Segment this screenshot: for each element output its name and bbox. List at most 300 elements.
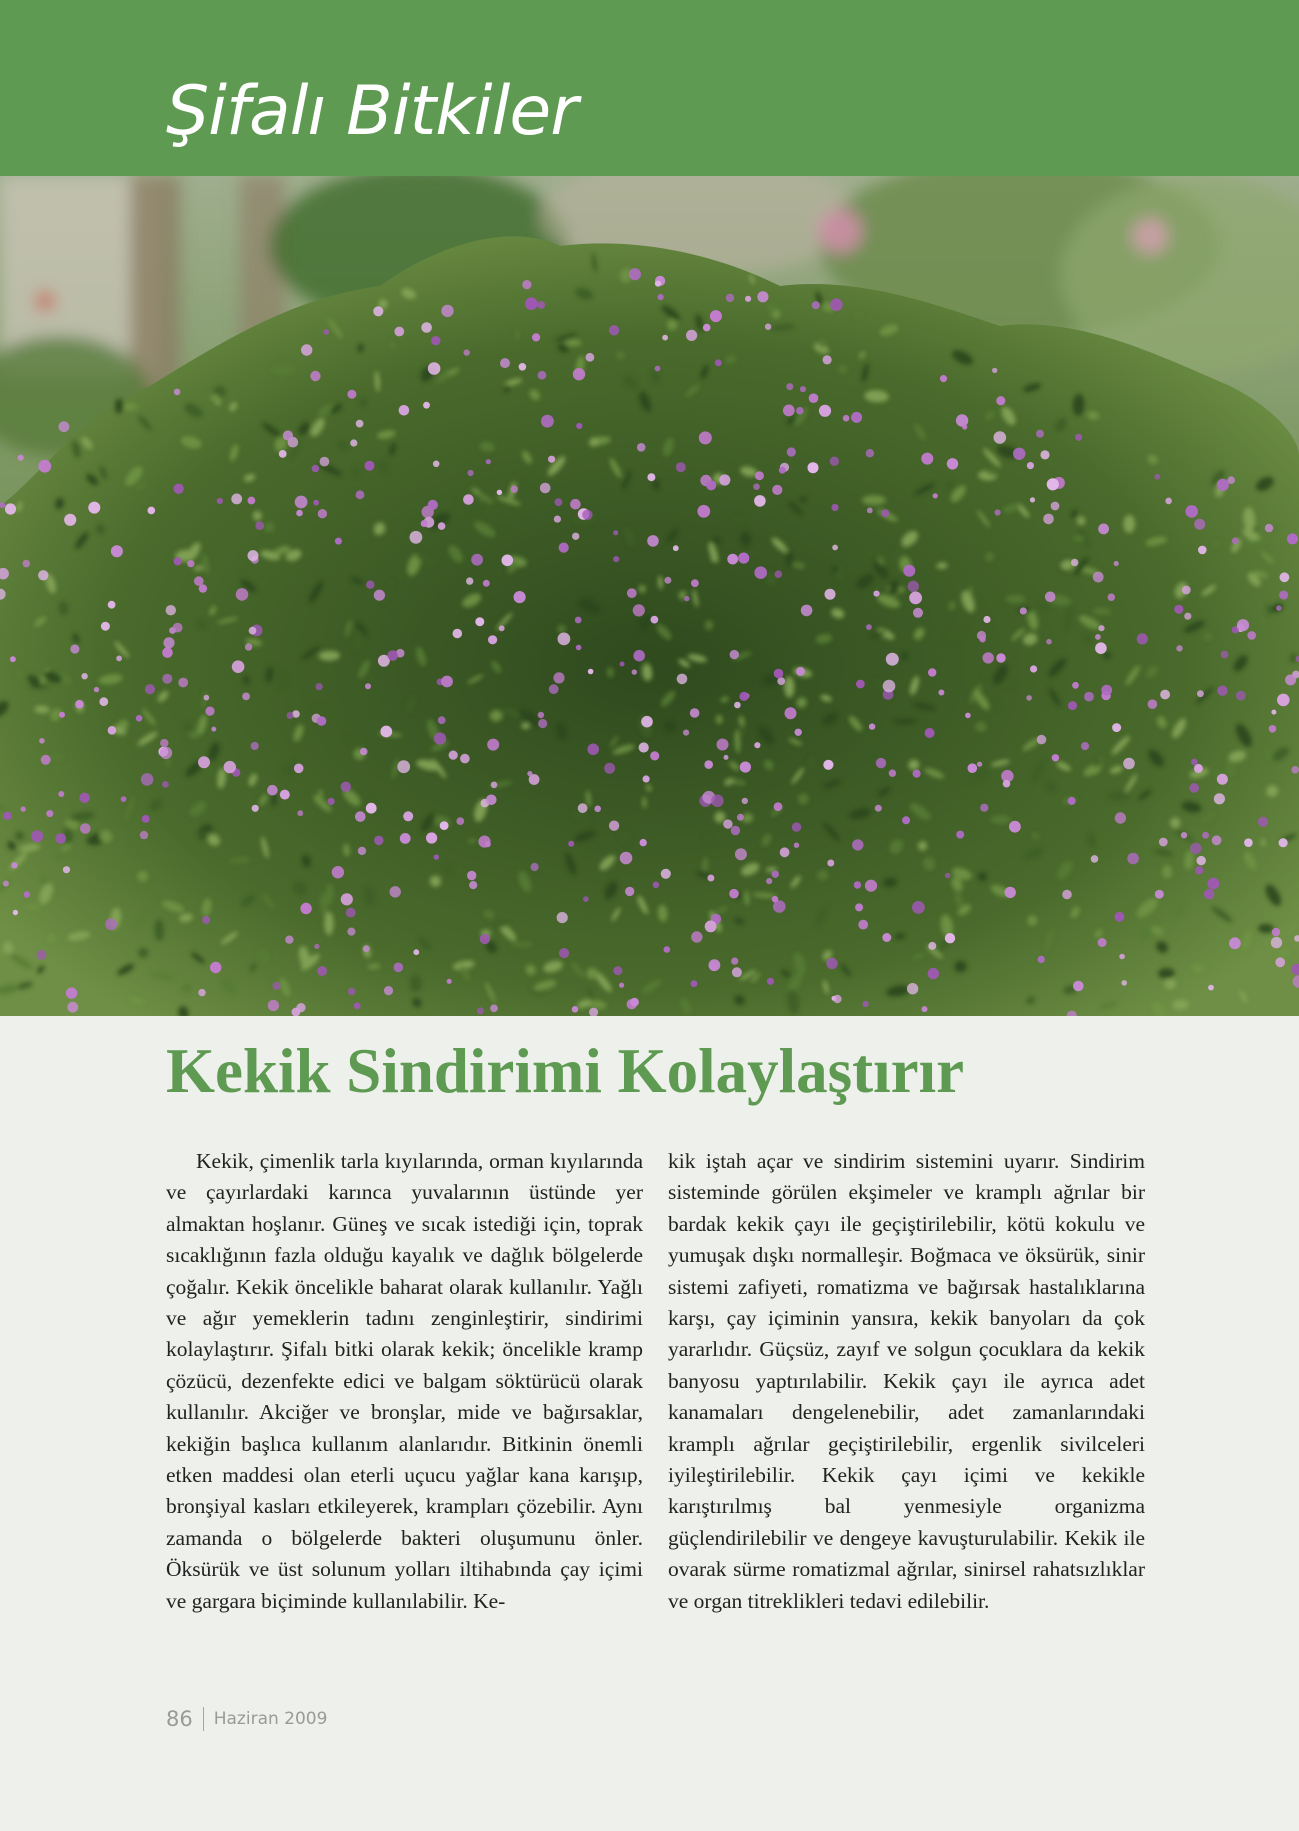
flower-texture (604, 763, 615, 774)
flower-texture (37, 950, 47, 960)
flower-texture (873, 591, 879, 597)
flower-texture (719, 474, 730, 485)
flower-texture (500, 358, 510, 368)
flower-texture (438, 716, 446, 724)
flower-texture (21, 806, 26, 811)
flower-texture (1068, 797, 1076, 805)
flower-texture (456, 817, 464, 825)
flower-texture (980, 804, 988, 812)
flower-texture (348, 988, 356, 996)
flower-texture (59, 712, 65, 718)
flower-texture (491, 782, 498, 789)
flower-texture (210, 962, 221, 973)
flower-texture (1285, 674, 1296, 685)
flower-texture (295, 496, 308, 509)
flower-texture (865, 880, 877, 892)
flower-texture (902, 816, 910, 824)
flower-texture (582, 510, 592, 520)
flower-texture (1237, 619, 1249, 631)
flower-texture (449, 751, 458, 760)
leaf-texture (653, 480, 660, 490)
flower-texture (390, 886, 401, 897)
flower-texture (204, 695, 210, 701)
flower-texture (554, 516, 561, 523)
flower-texture (655, 366, 661, 372)
flower-texture (691, 579, 699, 587)
flower-texture (363, 945, 370, 952)
flower-texture (46, 810, 53, 817)
flower-texture (731, 958, 738, 965)
flower-texture (314, 944, 319, 949)
flower-texture (913, 770, 921, 778)
flower-texture (808, 462, 819, 473)
flower-texture (316, 683, 323, 690)
flower-texture (786, 383, 793, 390)
flower-texture (549, 684, 559, 694)
flower-texture (1154, 474, 1160, 480)
flower-texture (583, 896, 589, 902)
flower-texture (705, 921, 717, 933)
flower-texture (827, 860, 834, 867)
flower-texture (148, 507, 156, 515)
flower-texture (525, 297, 538, 310)
flower-texture (502, 555, 514, 567)
flower-texture (174, 389, 181, 396)
article-column-1 (166, 1146, 643, 1617)
flower-texture (66, 987, 77, 998)
article-paragraph: kik iştah açar ve sindirim sistemini uyarır. Sindirim sisteminde görülen ekşimeler ve kramplı ağrılar bir bardak kekik çayı ile geçiştirilebilir, kötü kokulu ve yumuşak dışkı normalleşir. Boğmaca ve öksürük, sinir sistemi zafiyeti, romatizma ve bağırsak hastalıklarına karşı, çay içiminin yansıra, kekik banyoları da çok yararlıdır. Güçsüz, zayıf ve solgun çocuklara da kekik banyosu yaptırılabilir. Kekik çayı ile ayrıca adet kanamaları dengelenebilir, adet zamanlarındaki kramplı ağrılar geçiştirilebilir, ergenlik sivilceleri iyileştirilebilir. Kekik çayı içimi ve kekikle karıştırılmış bal yenmesiyle organizma güçlendirilebilir ve dengeye kavuşturulabilir. Kekik ile ovarak sürme romatizmal ağrılar, sinirsel rahatsızlıklar ve organ titreklikleri tedavi edilebilir. (668, 1149, 1145, 1613)
flower-texture (1189, 783, 1199, 793)
flower-texture (267, 785, 278, 796)
flower-texture (742, 798, 748, 804)
flower-texture (105, 918, 117, 930)
flower-texture (831, 504, 838, 511)
flower-texture (956, 831, 964, 839)
flower-texture (1227, 476, 1235, 484)
flower-texture (94, 687, 99, 692)
flower-texture (745, 296, 751, 302)
flower-texture (475, 617, 484, 626)
flower-texture (99, 697, 108, 706)
flower-texture (145, 684, 155, 694)
flower-texture (977, 762, 982, 767)
flower-texture (1095, 642, 1107, 654)
leaf-texture (862, 495, 886, 505)
flower-texture (779, 467, 786, 474)
flower-texture (522, 280, 531, 289)
flower-texture (366, 581, 374, 589)
flower-texture (296, 510, 303, 517)
flower-texture (1194, 519, 1205, 530)
flower-texture (704, 760, 713, 769)
flower-texture (575, 617, 582, 624)
flower-texture (163, 637, 174, 648)
flower-texture (609, 325, 619, 335)
flower-texture (996, 653, 1005, 662)
flower-texture (296, 1003, 305, 1012)
flower-texture (403, 811, 413, 821)
flower-texture (851, 412, 862, 423)
flower-texture (160, 739, 168, 747)
flower-texture (1236, 691, 1246, 701)
flower-texture (255, 521, 264, 530)
flower-texture (1195, 866, 1203, 874)
flower-texture (463, 494, 474, 505)
flower-texture (468, 470, 474, 476)
flower-texture (886, 653, 899, 666)
flower-texture (469, 881, 477, 889)
flower-texture (767, 978, 774, 985)
flower-texture (777, 677, 785, 685)
flower-texture (10, 656, 16, 662)
flower-texture (664, 577, 671, 584)
flower-texture (548, 456, 555, 463)
flower-texture (174, 557, 182, 565)
flower-texture (320, 457, 330, 467)
flower-texture (88, 502, 100, 514)
flower-texture (553, 672, 564, 683)
flower-texture (347, 390, 356, 399)
leaf-texture (766, 303, 777, 312)
flower-texture (754, 566, 767, 579)
flower-texture (996, 396, 1005, 405)
flower-texture (1155, 890, 1164, 899)
flower-texture (70, 644, 79, 653)
flower-texture (356, 490, 365, 499)
flower-texture (796, 667, 805, 676)
flower-texture (699, 431, 712, 444)
flower-texture (1165, 498, 1172, 505)
flower-texture (945, 873, 951, 879)
flower-texture (1159, 838, 1168, 847)
flower-texture (1221, 651, 1229, 659)
flower-texture (1093, 572, 1104, 583)
flower-texture (374, 590, 385, 601)
flower-texture (231, 494, 242, 505)
flower-texture (460, 754, 470, 764)
flower-texture (801, 605, 813, 617)
flower-texture (394, 963, 404, 973)
flower-texture (576, 645, 582, 651)
flower-texture (499, 625, 505, 631)
flower-texture (664, 946, 671, 953)
flower-texture (613, 530, 618, 535)
flower-texture (511, 486, 518, 493)
flower-texture (783, 405, 795, 417)
flower-texture (41, 755, 51, 765)
flower-texture (1202, 832, 1209, 839)
flower-texture (1005, 887, 1016, 898)
flower-texture (178, 678, 188, 688)
flower-texture (1208, 985, 1214, 991)
flower-texture (245, 643, 252, 650)
flower-texture (1098, 524, 1109, 535)
flower-texture (866, 624, 872, 630)
flower-texture (555, 498, 563, 506)
flower-texture (908, 581, 919, 592)
page-footer (166, 1705, 327, 1733)
flower-texture (632, 669, 637, 674)
flower-texture (1287, 533, 1298, 544)
flower-texture (726, 294, 734, 302)
flower-texture (928, 668, 936, 676)
flower-texture (800, 386, 806, 392)
flower-texture (198, 989, 205, 996)
flower-texture (431, 336, 440, 345)
flower-texture (488, 635, 497, 644)
flower-texture (332, 866, 344, 878)
flower-texture (347, 928, 355, 936)
flower-texture (1009, 821, 1021, 833)
flower-texture (111, 545, 123, 557)
flower-texture (1043, 514, 1054, 525)
flower-texture (317, 716, 327, 726)
flower-texture (661, 869, 671, 879)
flower-texture (80, 823, 91, 834)
flower-texture (691, 980, 698, 987)
flower-texture (487, 739, 499, 751)
flower-texture (928, 942, 936, 950)
flower-texture (576, 423, 582, 429)
flower-texture (962, 424, 967, 429)
flower-texture (570, 499, 581, 510)
flower-texture (732, 967, 742, 977)
flower-texture (1229, 937, 1241, 949)
flower-texture (787, 447, 796, 456)
flower-texture (1137, 633, 1148, 644)
flower-texture (641, 716, 653, 728)
flower-texture (1269, 725, 1277, 733)
flower-texture (64, 514, 76, 526)
flower-texture (586, 353, 595, 362)
flower-texture (780, 847, 790, 857)
flower-texture (795, 729, 802, 736)
flower-texture (249, 627, 257, 635)
flower-texture (1108, 593, 1116, 601)
flower-texture (812, 301, 820, 309)
flower-texture (825, 589, 836, 600)
flower-texture (658, 294, 664, 300)
flower-texture (947, 458, 958, 469)
flower-texture (1174, 605, 1183, 614)
flower-texture (514, 591, 526, 603)
flower-texture (619, 983, 624, 988)
flower-texture (1279, 838, 1288, 847)
flower-texture (1068, 701, 1077, 710)
flower-texture (739, 692, 748, 701)
flower-texture (907, 983, 918, 994)
flower-texture (394, 327, 404, 337)
article-column-2 (668, 1146, 1145, 1617)
flower-texture (18, 455, 24, 461)
flower-texture (428, 500, 438, 510)
flower-texture (855, 903, 863, 911)
flower-texture (1073, 981, 1084, 992)
flower-texture (467, 871, 476, 880)
flower-texture (1047, 478, 1059, 490)
flower-texture (1119, 954, 1125, 960)
flower-texture (360, 748, 368, 756)
flower-texture (532, 333, 540, 341)
flower-texture (826, 958, 837, 969)
flower-texture (3, 881, 9, 887)
flower-texture (723, 819, 732, 828)
flower-texture (940, 375, 947, 382)
flower-texture (1291, 766, 1299, 774)
flower-texture (141, 773, 154, 786)
flower-texture (350, 439, 357, 446)
flower-texture (1182, 586, 1191, 595)
flower-texture (1026, 695, 1032, 701)
flower-texture (1185, 505, 1198, 518)
flower-texture (466, 577, 473, 584)
flower-texture (843, 415, 850, 422)
flower-texture (1114, 561, 1119, 566)
flower-texture (643, 775, 650, 782)
flower-texture (737, 814, 744, 821)
flower-texture (912, 901, 925, 914)
flower-texture (198, 756, 210, 768)
flower-texture (559, 543, 569, 553)
flower-texture (727, 554, 738, 565)
flower-texture (199, 584, 207, 592)
flower-texture (1084, 692, 1094, 702)
flower-texture (754, 495, 766, 507)
flower-texture (858, 920, 868, 930)
flower-texture (754, 742, 760, 748)
flower-texture (1247, 631, 1256, 640)
flower-texture (356, 420, 364, 428)
flower-texture (1030, 497, 1035, 502)
flower-texture (568, 841, 574, 847)
flower-texture (1030, 665, 1037, 672)
flower-texture (81, 673, 87, 679)
leaf-texture (324, 912, 333, 936)
flower-texture (477, 1007, 484, 1014)
flower-texture (830, 457, 839, 466)
flower-texture (211, 727, 216, 732)
flower-texture (691, 931, 702, 942)
flower-texture (38, 460, 51, 473)
flower-texture (717, 739, 729, 751)
flower-texture (173, 623, 183, 633)
flower-texture (358, 847, 366, 855)
flower-texture (1003, 780, 1011, 788)
flower-texture (655, 281, 661, 287)
flower-texture (1272, 928, 1280, 936)
flower-texture (423, 402, 430, 409)
flower-texture (13, 910, 18, 915)
flower-texture (889, 770, 896, 777)
flower-texture (434, 732, 446, 744)
flower-texture (686, 330, 697, 341)
flower-texture (796, 407, 804, 415)
flower-texture (968, 763, 978, 773)
flower-texture (279, 450, 287, 458)
flower-texture (724, 755, 729, 760)
flower-texture (609, 821, 619, 831)
flower-texture (283, 430, 293, 440)
flower-texture (629, 268, 641, 280)
flower-texture (625, 887, 634, 896)
flower-texture (1271, 937, 1282, 948)
flower-texture (441, 676, 453, 688)
flower-texture (1148, 699, 1158, 709)
article-paragraph: Kekik, çimenlik tarla kıyılarında, orman kıyılarında ve çayırlardaki karınca yuvalarının üstünde yer almaktan hoşlanır. Güneş ve sıcak istediği için, toprak sıcaklığının fazla olduğu kayalık ve dağlık bölgelerde çoğalır. Kekik öncelikle baharat olarak kullanılır. Yağlı ve ağır yemeklerin tadını zenginleştirir, sindirimi kolaylaştırır. Şifalı bitki olarak kekik; öncelikle kramp çözücü, dezenfekte edici ve balgam söktürücü olarak kullanılır. Akciğer ve bronşlar, mide ve bağırsaklar, kekiğin başlıca kullanım alanlarıdır. Bitkinin önemli etken maddesi olan eterli uçucu yağlar kana karışıp, bronşiyal kasları etkileyerek, krampları çözebilir. Aynı zamanda o bölgelerde bakteri oluşumunu önler. Öksürük ve üst solunum yolları iltihabında çay içimi ve gargara biçiminde kullanılabilir. Ke- (166, 1149, 643, 1613)
flower-texture (1276, 605, 1281, 610)
flower-texture (774, 669, 784, 679)
flower-texture (248, 550, 259, 561)
flower-texture (630, 998, 639, 1007)
flower-texture (1181, 832, 1187, 838)
flower-texture (766, 878, 772, 884)
flower-texture (995, 509, 1001, 515)
flower-texture (313, 500, 319, 506)
flower-texture (875, 805, 882, 812)
flower-texture (938, 690, 944, 696)
flower-texture (945, 933, 955, 943)
flower-texture (677, 674, 688, 685)
flower-texture (833, 995, 841, 1003)
flower-texture (709, 959, 721, 971)
flower-texture (738, 553, 749, 564)
flower-texture (1127, 853, 1139, 865)
flower-texture (852, 839, 863, 850)
flower-texture (1045, 592, 1056, 603)
flower-texture (1020, 607, 1027, 614)
flower-texture (1217, 774, 1228, 785)
flower-texture (433, 461, 440, 468)
flower-texture (355, 811, 366, 822)
flower-texture (903, 565, 915, 577)
flower-texture (23, 560, 31, 568)
flower-texture (160, 747, 172, 759)
flower-texture (310, 371, 320, 381)
flower-texture (354, 1002, 361, 1009)
flower-texture (79, 793, 89, 803)
flower-texture (519, 363, 527, 371)
flower-texture (538, 371, 547, 380)
flower-texture (1040, 450, 1049, 459)
flower-texture (1212, 835, 1222, 845)
flower-texture (300, 903, 311, 914)
flower-texture (335, 538, 342, 545)
flower-texture (1115, 912, 1125, 922)
flower-texture (194, 576, 204, 586)
flower-texture (883, 680, 896, 693)
flower-texture (366, 803, 377, 814)
flower-texture (380, 726, 392, 738)
flower-texture (1275, 957, 1285, 967)
flower-texture (39, 738, 45, 744)
flower-texture (55, 833, 66, 844)
flower-texture (365, 683, 371, 689)
flower-texture (983, 652, 994, 663)
flower-texture (486, 795, 497, 806)
flower-texture (236, 588, 249, 601)
flower-texture (397, 760, 410, 773)
flower-texture (323, 329, 329, 335)
flower-texture (341, 893, 353, 905)
flower-texture (1051, 502, 1060, 511)
flower-texture (67, 1002, 78, 1013)
flower-texture (1098, 625, 1104, 631)
flower-texture (410, 531, 423, 544)
flower-texture (140, 831, 148, 839)
flower-texture (711, 795, 724, 808)
flower-texture (59, 421, 70, 432)
flower-texture (647, 535, 659, 547)
